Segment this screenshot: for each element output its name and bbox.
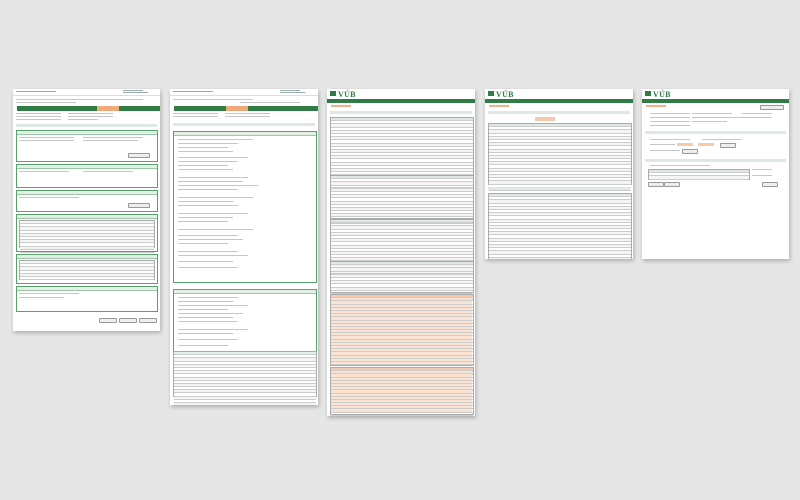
page-header (13, 89, 160, 96)
highlighted-field[interactable] (677, 143, 693, 146)
section-button[interactable] (128, 203, 150, 208)
data-table (19, 260, 155, 280)
vub-logo-mark (330, 91, 336, 96)
highlighted-field[interactable] (698, 143, 714, 146)
action-button[interactable] (664, 182, 680, 187)
action-button[interactable] (762, 182, 778, 187)
top-button[interactable] (760, 105, 784, 110)
section-box (16, 190, 158, 212)
financial-table-3 (330, 219, 474, 261)
action-button[interactable] (720, 143, 736, 148)
vub-logo-mark (645, 91, 651, 96)
section-button[interactable] (128, 153, 150, 158)
nav-tab-active[interactable] (226, 106, 248, 111)
financial-table-4 (330, 261, 474, 293)
page-1-request-form (13, 89, 160, 331)
vub-logo-text: VÚB (653, 90, 671, 99)
summary-table (488, 123, 632, 185)
main-navigation[interactable] (642, 99, 789, 103)
main-navigation[interactable] (17, 106, 160, 111)
form-table (648, 169, 750, 180)
vub-logo-mark (488, 91, 494, 96)
footer-button[interactable] (139, 318, 157, 323)
main-navigation[interactable] (174, 106, 318, 111)
page-5-detail-form (642, 89, 789, 259)
action-button[interactable] (682, 149, 698, 154)
page-3-financial-table (327, 89, 475, 416)
section-header (645, 159, 786, 162)
subnav[interactable] (16, 124, 157, 127)
data-table (19, 220, 155, 248)
action-button[interactable] (648, 182, 664, 187)
section-box (16, 164, 158, 188)
financial-table-2 (330, 175, 474, 219)
table-header (488, 187, 630, 190)
comments-table (173, 351, 317, 397)
footer-button[interactable] (99, 318, 117, 323)
page-2-checklist-form (170, 89, 318, 405)
detail-table (488, 193, 632, 259)
table-header (488, 111, 630, 114)
financial-table-1 (330, 117, 474, 175)
table-header (330, 111, 472, 114)
financial-table-6 (330, 367, 474, 415)
nav-tab-active[interactable] (97, 106, 119, 111)
main-navigation[interactable] (327, 99, 475, 103)
subnav[interactable] (173, 123, 315, 126)
footer-button[interactable] (119, 318, 137, 323)
vub-logo-text: VÚB (496, 90, 514, 99)
page-header (170, 89, 318, 96)
vub-logo-text: VÚB (338, 90, 356, 99)
section-box (16, 286, 158, 312)
page-4-summary-table (485, 89, 633, 259)
financial-table-5 (330, 294, 474, 366)
main-navigation[interactable] (485, 99, 633, 103)
section-header (645, 131, 786, 134)
